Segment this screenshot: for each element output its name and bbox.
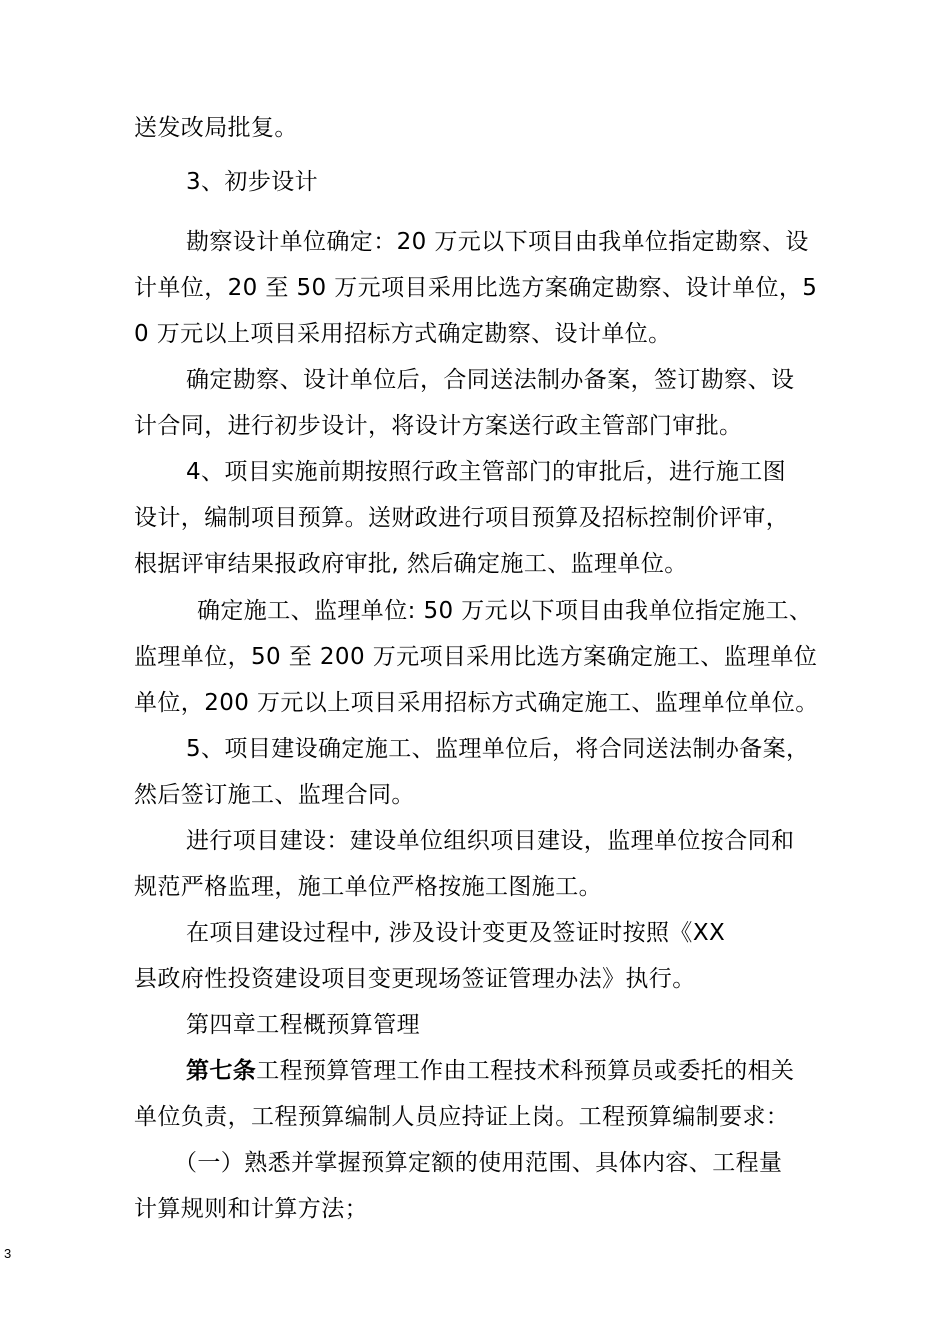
list-item: （一）熟悉并掌握预算定额的使用范围、具体内容、工程量 — [174, 1150, 783, 1176]
paragraph-line: 计算规则和计算方法； — [134, 1196, 368, 1222]
paragraph-line: 单位负责，工程预算编制人员应持证上岗。工程预算编制要求： — [134, 1104, 790, 1130]
paragraph-line: 计单位，20 至 50 万元项目采用比选方案确定勘察、设计单位，5 — [134, 275, 818, 301]
paragraph-line: 勘察设计单位确定：20 万元以下项目由我单位指定勘察、设 — [186, 229, 809, 255]
chapter-heading: 第四章工程概预算管理 — [186, 1012, 420, 1038]
paragraph-line: 县政府性投资建设项目变更现场签证管理办法》执行。 — [134, 966, 696, 992]
article-title: 第七条 — [186, 1058, 257, 1084]
paragraph-line: 5、项目建设确定施工、监理单位后，将合同送法制办备案， — [186, 736, 810, 762]
section-heading: 3、初步设计 — [186, 169, 319, 195]
paragraph-line: 单位，200 万元以上项目采用招标方式确定施工、监理单位单位。 — [134, 690, 819, 716]
paragraph-line: 设计，编制项目预算。送财政进行项目预算及招标控制价评审， — [134, 505, 790, 531]
paragraph-line: 计合同，进行初步设计，将设计方案送行政主管部门审批。 — [134, 413, 743, 439]
paragraph-line: 然后签订施工、监理合同。 — [134, 782, 415, 808]
paragraph-line: 在项目建设过程中, 涉及设计变更及签证时按照《XX — [186, 920, 726, 946]
article-text: 工程预算管理工作由工程技术科预算员或委托的相关 — [256, 1058, 795, 1084]
paragraph-line: 进行项目建设：建设单位组织项目建设，监理单位按合同和 — [186, 828, 795, 854]
paragraph-line: 确定施工、监理单位: 50 万元以下项目由我单位指定施工、 — [197, 598, 813, 624]
article-line — [186, 1056, 794, 1086]
paragraph-line: 0 万元以上项目采用招标方式确定勘察、设计单位。 — [134, 321, 672, 347]
paragraph-line: 监理单位，50 至 200 万元项目采用比选方案确定施工、监理单位 — [134, 644, 818, 670]
paragraph-line: 根据评审结果报政府审批, 然后确定施工、监理单位。 — [134, 551, 688, 577]
paragraph-line: 4、项目实施前期按照行政主管部门的审批后，进行施工图 — [186, 459, 787, 485]
page-number: 3 — [4, 1246, 12, 1261]
paragraph-line: 确定勘察、设计单位后，合同送法制办备案，签订勘察、设 — [186, 367, 795, 393]
paragraph-line: 送发改局批复。 — [134, 115, 298, 141]
paragraph-line: 规范严格监理，施工单位严格按施工图施工。 — [134, 874, 602, 900]
